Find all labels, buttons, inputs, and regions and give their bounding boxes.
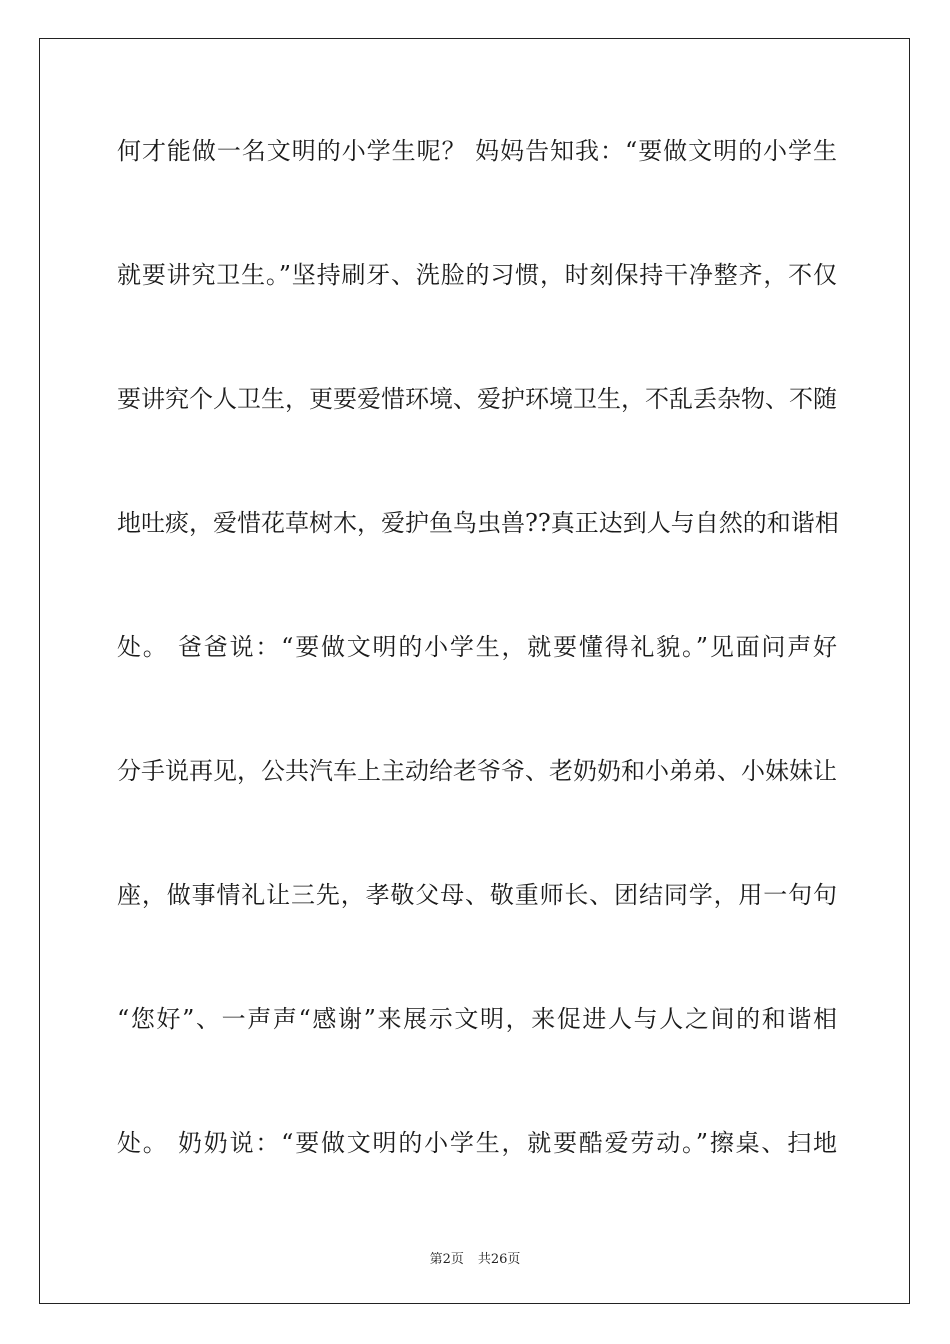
body-text-line-4: 地吐痰，爱惜花草树木，爱护鱼鸟虫兽??真正达到人与自然的和谐相 xyxy=(117,509,839,537)
page-border xyxy=(39,38,910,1304)
body-text-line-3: 要讲究个人卫生，更要爱惜环境、爱护环境卫生，不乱丢杂物、不随 xyxy=(117,385,837,413)
body-text-line-6: 分手说再见，公共汽车上主动给老爷爷、老奶奶和小弟弟、小妹妹让 xyxy=(117,757,837,785)
page-number: 第2页 xyxy=(429,1252,464,1267)
body-text-line-2: 就要讲究卫生。”坚持刷牙、洗脸的习惯，时刻保持干净整齐，不仅 xyxy=(117,261,837,289)
body-text-line-5: 处。 爸爸说：“要做文明的小学生，就要懂得礼貌。”见面问声好 xyxy=(117,633,837,661)
body-text-line-9: 处。 奶奶说：“要做文明的小学生，就要酷爱劳动。”擦桌、扫地 xyxy=(117,1129,837,1157)
body-text-line-1: 何才能做一名文明的小学生呢？ 妈妈告知我：“要做文明的小学生 xyxy=(117,137,837,165)
page-footer xyxy=(0,1248,950,1267)
page-total: 共26页 xyxy=(477,1252,521,1267)
body-text-line-7: 座，做事情礼让三先，孝敬父母、敬重师长、团结同学，用一句句 xyxy=(117,881,837,909)
body-text-line-8: “您好”、一声声“感谢”来展示文明，来促进人与人之间的和谐相 xyxy=(117,1005,837,1033)
